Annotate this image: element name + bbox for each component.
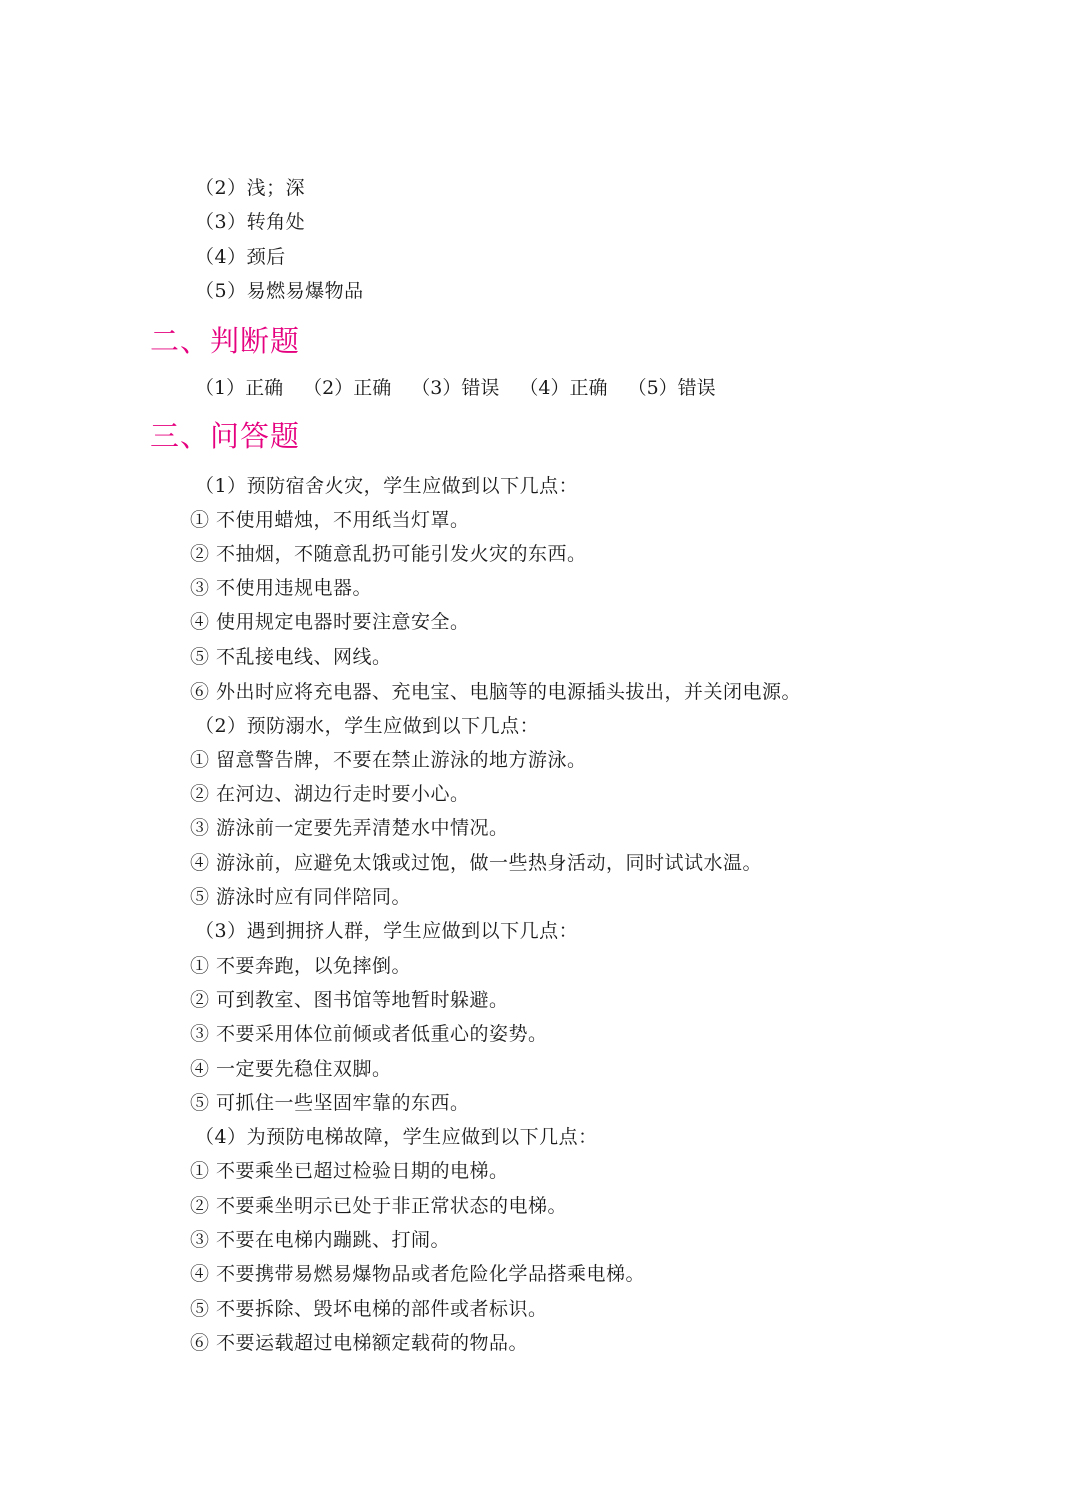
qa-point: ⑥ 外出时应将充电器、充电宝、电脑等的电源插头拔出，并关闭电源。 [190,681,802,703]
qa-point: ② 在河边、湖边行走时要小心。 [190,783,470,805]
qa-point: ⑤ 不乱接电线、网线。 [190,646,392,668]
qa-point: ① 不使用蜡烛，不用纸当灯罩。 [190,509,470,531]
qa-point: ④ 使用规定电器时要注意安全。 [190,611,470,633]
qa-question-2: （2）预防溺水，学生应做到以下几点： [195,715,540,737]
qa-point: ① 不要乘坐已超过检验日期的电梯。 [190,1160,509,1182]
qa-point: ③ 不要在电梯内蹦跳、打闹。 [190,1229,451,1251]
judgement-answers [195,376,730,400]
qa-point: ⑥ 不要运载超过电梯额定载荷的物品。 [190,1332,529,1354]
fill-answer-2: （2）浅；深 [195,177,306,199]
judgement-answer: （5）错误 [627,377,716,399]
qa-point: ④ 一定要先稳住双脚。 [190,1058,392,1080]
qa-point: ③ 游泳前一定要先弄清楚水中情况。 [190,817,509,839]
qa-point: ④ 不要携带易燃易爆物品或者危险化学品搭乘电梯。 [190,1263,646,1285]
section-heading-judgement: 二、判断题 [150,324,301,358]
qa-point: ② 不抽烟，不随意乱扔可能引发火灾的东西。 [190,543,587,565]
qa-point: ② 不要乘坐明示已处于非正常状态的电梯。 [190,1195,568,1217]
qa-point: ① 留意警告牌，不要在禁止游泳的地方游泳。 [190,749,587,771]
judgement-answer: （1）正确 [195,377,284,399]
fill-answer-3: （3）转角处 [195,211,306,233]
fill-answer-5: （5）易燃易爆物品 [195,280,364,302]
section-heading-qa: 三、问答题 [150,419,301,453]
qa-point: ④ 游泳前，应避免太饿或过饱，做一些热身活动，同时试试水温。 [190,852,763,874]
judgement-answer: （2）正确 [303,377,392,399]
qa-point: ⑤ 可抓住一些坚固牢靠的东西。 [190,1092,470,1114]
judgement-answer: （3）错误 [411,377,500,399]
qa-point: ⑤ 游泳时应有同伴陪同。 [190,886,412,908]
qa-point: ③ 不使用违规电器。 [190,577,373,599]
qa-point: ② 可到教室、图书馆等地暂时躲避。 [190,989,509,1011]
qa-question-4: （4）为预防电梯故障，学生应做到以下几点： [195,1126,598,1148]
judgement-answer: （4）正确 [519,377,608,399]
qa-question-3: （3）遇到拥挤人群，学生应做到以下几点： [195,920,579,942]
qa-point: ① 不要奔跑，以免摔倒。 [190,955,412,977]
qa-question-1: （1）预防宿舍火灾，学生应做到以下几点： [195,475,579,497]
qa-point: ⑤ 不要拆除、毁坏电梯的部件或者标识。 [190,1298,548,1320]
qa-point: ③ 不要采用体位前倾或者低重心的姿势。 [190,1023,548,1045]
fill-answer-4: （4）颈后 [195,246,286,268]
